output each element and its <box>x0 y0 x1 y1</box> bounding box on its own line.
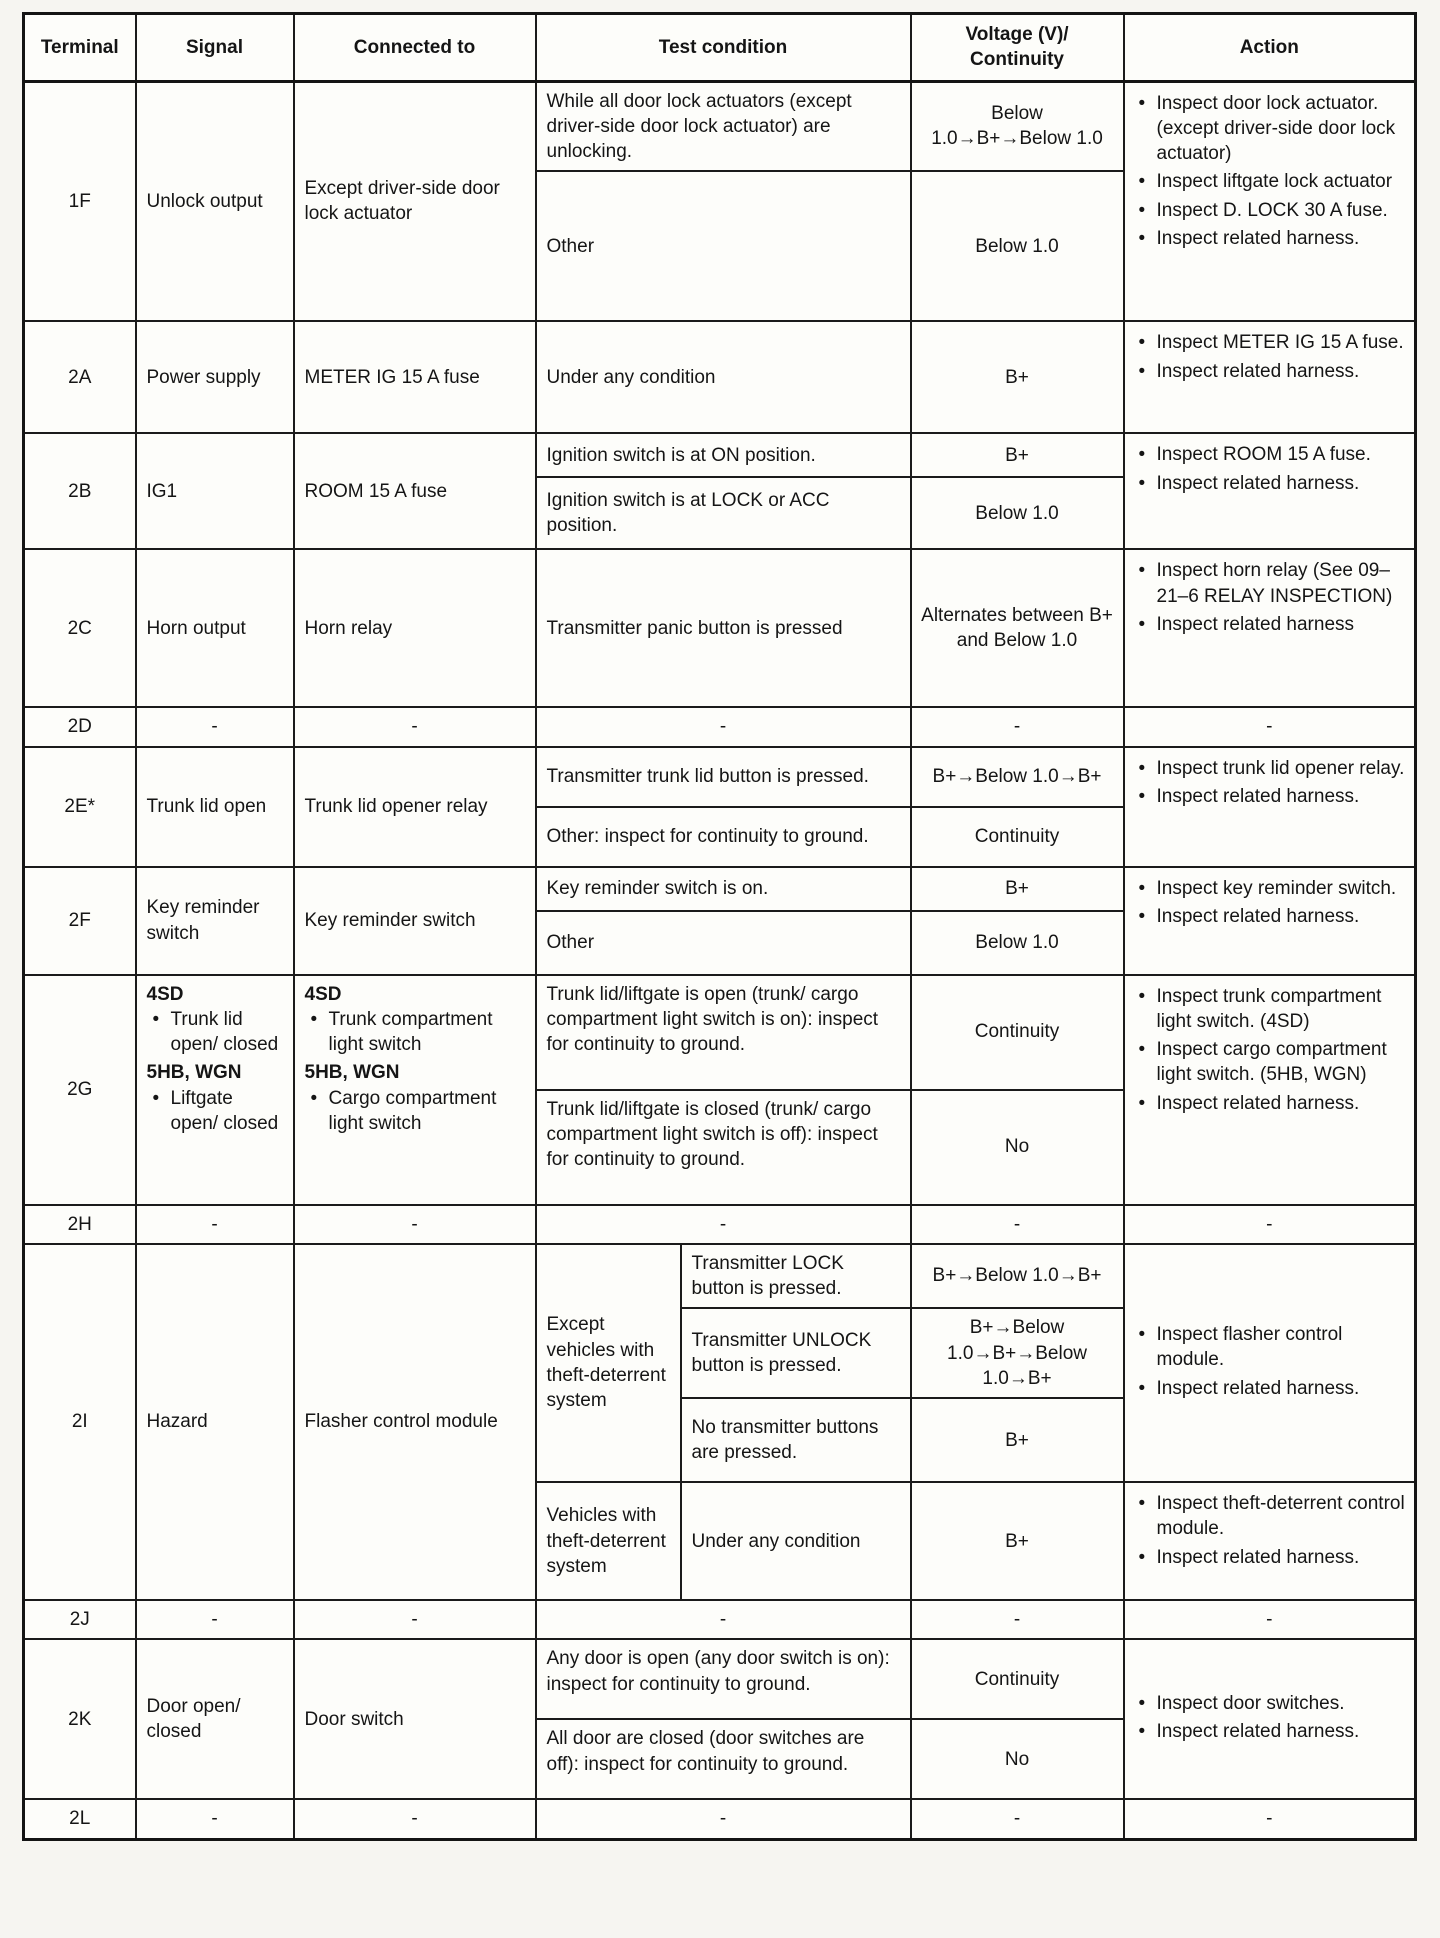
action-item: • Inspect related harness. <box>1133 904 1407 929</box>
action-item: • Inspect liftgate lock actuator <box>1133 169 1407 194</box>
2k-connected-cell: Door switch <box>294 1639 536 1799</box>
action-item: • Inspect theft-deterrent control module. <box>1133 1491 1407 1542</box>
2f-terminal-cell: 2F <box>24 867 136 975</box>
2c-connected-cell: Horn relay <box>294 549 536 707</box>
2l-connected-cell: - <box>294 1799 536 1839</box>
action-item: • Inspect related harness. <box>1133 226 1407 251</box>
2a-connected-cell: METER IG 15 A fuse <box>294 321 536 433</box>
2h-voltage: - <box>911 1205 1124 1244</box>
action-item: • Inspect door lock actuator. (except driver-side door lock actuator) <box>1133 91 1407 167</box>
row-2d <box>24 707 1416 746</box>
action-item: • Inspect door switches. <box>1133 1691 1407 1716</box>
2b-voltage-2: Below 1.0 <box>911 477 1124 549</box>
2i-voltage-3: B+ <box>911 1398 1124 1482</box>
2a-action-cell <box>1124 321 1416 433</box>
header-signal: Signal <box>136 14 294 82</box>
2j-action-cell: - <box>1124 1600 1416 1639</box>
row-1f-1 <box>24 81 1416 171</box>
2g-test-condition-1: Trunk lid/liftgate is open (trunk/ cargo compartment light switch is on): inspect for continuity to ground. <box>536 975 911 1090</box>
row-2g-1 <box>24 975 1416 1090</box>
2f-test-condition-1: Key reminder switch is on. <box>536 867 911 911</box>
2g-voltage-2: No <box>911 1090 1124 1205</box>
2l-action-cell: - <box>1124 1799 1416 1839</box>
header-voltage-line1: Voltage (V)/ <box>965 24 1069 45</box>
2j-voltage: - <box>911 1600 1124 1639</box>
header-test-condition: Test condition <box>536 14 911 82</box>
2i-voltage-2: B+→Below 1.0→B+→Below 1.0→B+ <box>911 1308 1124 1398</box>
2f-test-condition-2: Other <box>536 911 911 975</box>
2k-signal-cell: Door open/ closed <box>136 1639 294 1799</box>
action-item: • Inspect key reminder switch. <box>1133 876 1407 901</box>
2i-test-condition-4: Under any condition <box>681 1482 911 1600</box>
2h-test-condition: - <box>536 1205 911 1244</box>
2k-voltage-2: No <box>911 1719 1124 1799</box>
2a-signal-cell: Power supply <box>136 321 294 433</box>
2a-terminal-cell: 2A <box>24 321 136 433</box>
2l-signal-cell: - <box>136 1799 294 1839</box>
1f-voltage-1: Below 1.0→B+→Below 1.0 <box>911 81 1124 171</box>
2i-action-cell-2 <box>1124 1482 1416 1600</box>
2b-connected-cell: ROOM 15 A fuse <box>294 433 536 549</box>
1f-connected-cell: Except driver-side door lock actuator <box>294 81 536 321</box>
2b-action-cell <box>1124 433 1416 549</box>
action-item: • Inspect related harness <box>1133 612 1407 637</box>
header-voltage-line2: Continuity <box>970 49 1064 71</box>
action-item: • Inspect trunk compartment light switch. (4SD) <box>1133 984 1407 1035</box>
2f-voltage-1: B+ <box>911 867 1124 911</box>
2i-test-condition-2: Transmitter UNLOCK button is pressed. <box>681 1308 911 1398</box>
2g-terminal-cell: 2G <box>24 975 136 1205</box>
row-2i-1 <box>24 1244 1416 1309</box>
terminal-voltage-table <box>22 12 1417 1841</box>
action-item: • Inspect related harness. <box>1133 1376 1407 1401</box>
2j-terminal-cell: 2J <box>24 1600 136 1639</box>
1f-voltage-2: Below 1.0 <box>911 171 1124 321</box>
2j-signal-cell: - <box>136 1600 294 1639</box>
2d-terminal-cell: 2D <box>24 707 136 746</box>
header-terminal: Terminal <box>24 14 136 82</box>
2f-signal-cell: Key reminder switch <box>136 867 294 975</box>
2f-voltage-2: Below 1.0 <box>911 911 1124 975</box>
2d-action-cell: - <box>1124 707 1416 746</box>
header-row <box>24 14 1416 82</box>
2c-signal-cell: Horn output <box>136 549 294 707</box>
row-2b-1 <box>24 433 1416 477</box>
2k-terminal-cell: 2K <box>24 1639 136 1799</box>
action-item: • Inspect flasher control module. <box>1133 1322 1407 1373</box>
2d-signal-cell: - <box>136 707 294 746</box>
2c-action-cell <box>1124 549 1416 707</box>
1f-terminal-cell: 1F <box>24 81 136 321</box>
2i-signal-cell: Hazard <box>136 1244 294 1600</box>
2g-signal-cell <box>136 975 294 1205</box>
2b-voltage-1: B+ <box>911 433 1124 477</box>
row-2k-1 <box>24 1639 1416 1719</box>
row-2j <box>24 1600 1416 1639</box>
2e-voltage-1: B+→Below 1.0→B+ <box>911 747 1124 807</box>
2h-connected-cell: - <box>294 1205 536 1244</box>
action-item: • Inspect D. LOCK 30 A fuse. <box>1133 198 1407 223</box>
action-item: • Inspect related harness. <box>1133 1719 1407 1744</box>
2i-condition-group-1: Except vehicles with theft-deterrent system <box>536 1244 681 1482</box>
2i-terminal-cell: 2I <box>24 1244 136 1600</box>
connected-item: • Cargo compartment light switch <box>305 1086 525 1137</box>
2e-terminal-cell: 2E* <box>24 747 136 867</box>
header-voltage-continuity <box>911 14 1124 82</box>
action-item: • Inspect related harness. <box>1133 359 1407 384</box>
2e-voltage-2: Continuity <box>911 807 1124 867</box>
2d-test-condition: - <box>536 707 911 746</box>
2g-test-condition-2: Trunk lid/liftgate is closed (trunk/ cargo compartment light switch is off): inspect for continuity to ground. <box>536 1090 911 1205</box>
2b-terminal-cell: 2B <box>24 433 136 549</box>
row-2a <box>24 321 1416 433</box>
2e-test-condition-1: Transmitter trunk lid button is pressed. <box>536 747 911 807</box>
variant-label: 4SD <box>146 983 184 1005</box>
variant-label: 5HB, WGN <box>304 1062 400 1084</box>
2b-test-condition-1: Ignition switch is at ON position. <box>536 433 911 477</box>
2d-connected-cell: - <box>294 707 536 746</box>
action-item: • Inspect related harness. <box>1133 784 1407 809</box>
2h-action-cell: - <box>1124 1205 1416 1244</box>
2e-signal-cell: Trunk lid open <box>136 747 294 867</box>
2i-voltage-1: B+→Below 1.0→B+ <box>911 1244 1124 1309</box>
signal-item: • Trunk lid open/ closed <box>147 1007 283 1058</box>
action-item: • Inspect related harness. <box>1133 471 1407 496</box>
2j-connected-cell: - <box>294 1600 536 1639</box>
2e-action-cell <box>1124 747 1416 867</box>
row-2h <box>24 1205 1416 1244</box>
2d-voltage: - <box>911 707 1124 746</box>
2e-test-condition-2: Other: inspect for continuity to ground. <box>536 807 911 867</box>
2f-action-cell <box>1124 867 1416 975</box>
2i-condition-group-2: Vehicles with theft-deterrent system <box>536 1482 681 1600</box>
2l-test-condition: - <box>536 1799 911 1839</box>
action-item: • Inspect cargo compartment light switch. (5HB, WGN) <box>1133 1037 1407 1088</box>
2k-voltage-1: Continuity <box>911 1639 1124 1719</box>
2i-connected-cell: Flasher control module <box>294 1244 536 1600</box>
2l-terminal-cell: 2L <box>24 1799 136 1839</box>
2a-voltage: B+ <box>911 321 1124 433</box>
signal-item: • Liftgate open/ closed <box>147 1086 283 1137</box>
2e-connected-cell: Trunk lid opener relay <box>294 747 536 867</box>
1f-test-condition-2: Other <box>536 171 911 321</box>
2c-voltage: Alternates between B+ and Below 1.0 <box>911 549 1124 707</box>
2i-test-condition-1: Transmitter LOCK button is pressed. <box>681 1244 911 1309</box>
row-2l <box>24 1799 1416 1839</box>
2g-action-cell <box>1124 975 1416 1205</box>
2l-voltage: - <box>911 1799 1124 1839</box>
action-item: • Inspect horn relay (See 09–21–6 RELAY INSPECTION) <box>1133 558 1407 609</box>
action-item: • Inspect ROOM 15 A fuse. <box>1133 442 1407 467</box>
2c-terminal-cell: 2C <box>24 549 136 707</box>
action-item: • Inspect METER IG 15 A fuse. <box>1133 330 1407 355</box>
2j-test-condition: - <box>536 1600 911 1639</box>
action-item: • Inspect trunk lid opener relay. <box>1133 756 1407 781</box>
2g-connected-cell <box>294 975 536 1205</box>
2k-action-cell <box>1124 1639 1416 1799</box>
2i-action-cell-1 <box>1124 1244 1416 1482</box>
row-2e-1 <box>24 747 1416 807</box>
2h-terminal-cell: 2H <box>24 1205 136 1244</box>
2a-test-condition: Under any condition <box>536 321 911 433</box>
header-action: Action <box>1124 14 1416 82</box>
action-item: • Inspect related harness. <box>1133 1545 1407 1570</box>
header-connected-to: Connected to <box>294 14 536 82</box>
2k-test-condition-2: All door are closed (door switches are off): inspect for continuity to ground. <box>536 1719 911 1799</box>
2f-connected-cell: Key reminder switch <box>294 867 536 975</box>
2g-voltage-1: Continuity <box>911 975 1124 1090</box>
2c-test-condition: Transmitter panic button is pressed <box>536 549 911 707</box>
2k-test-condition-1: Any door is open (any door switch is on): inspect for continuity to ground. <box>536 1639 911 1719</box>
action-item: • Inspect related harness. <box>1133 1091 1407 1116</box>
row-2f-1 <box>24 867 1416 911</box>
1f-signal-cell: Unlock output <box>136 81 294 321</box>
2h-signal-cell: - <box>136 1205 294 1244</box>
connected-item: • Trunk compartment light switch <box>305 1007 525 1058</box>
variant-label: 4SD <box>304 983 342 1005</box>
2i-test-condition-3: No transmitter buttons are pressed. <box>681 1398 911 1482</box>
1f-test-condition-1: While all door lock actuators (except driver-side door lock actuator) are unlocking. <box>536 81 911 171</box>
2i-voltage-4: B+ <box>911 1482 1124 1600</box>
1f-action-cell <box>1124 81 1416 321</box>
variant-label: 5HB, WGN <box>146 1062 242 1084</box>
2b-signal-cell: IG1 <box>136 433 294 549</box>
row-2c <box>24 549 1416 707</box>
2b-test-condition-2: Ignition switch is at LOCK or ACC position. <box>536 477 911 549</box>
